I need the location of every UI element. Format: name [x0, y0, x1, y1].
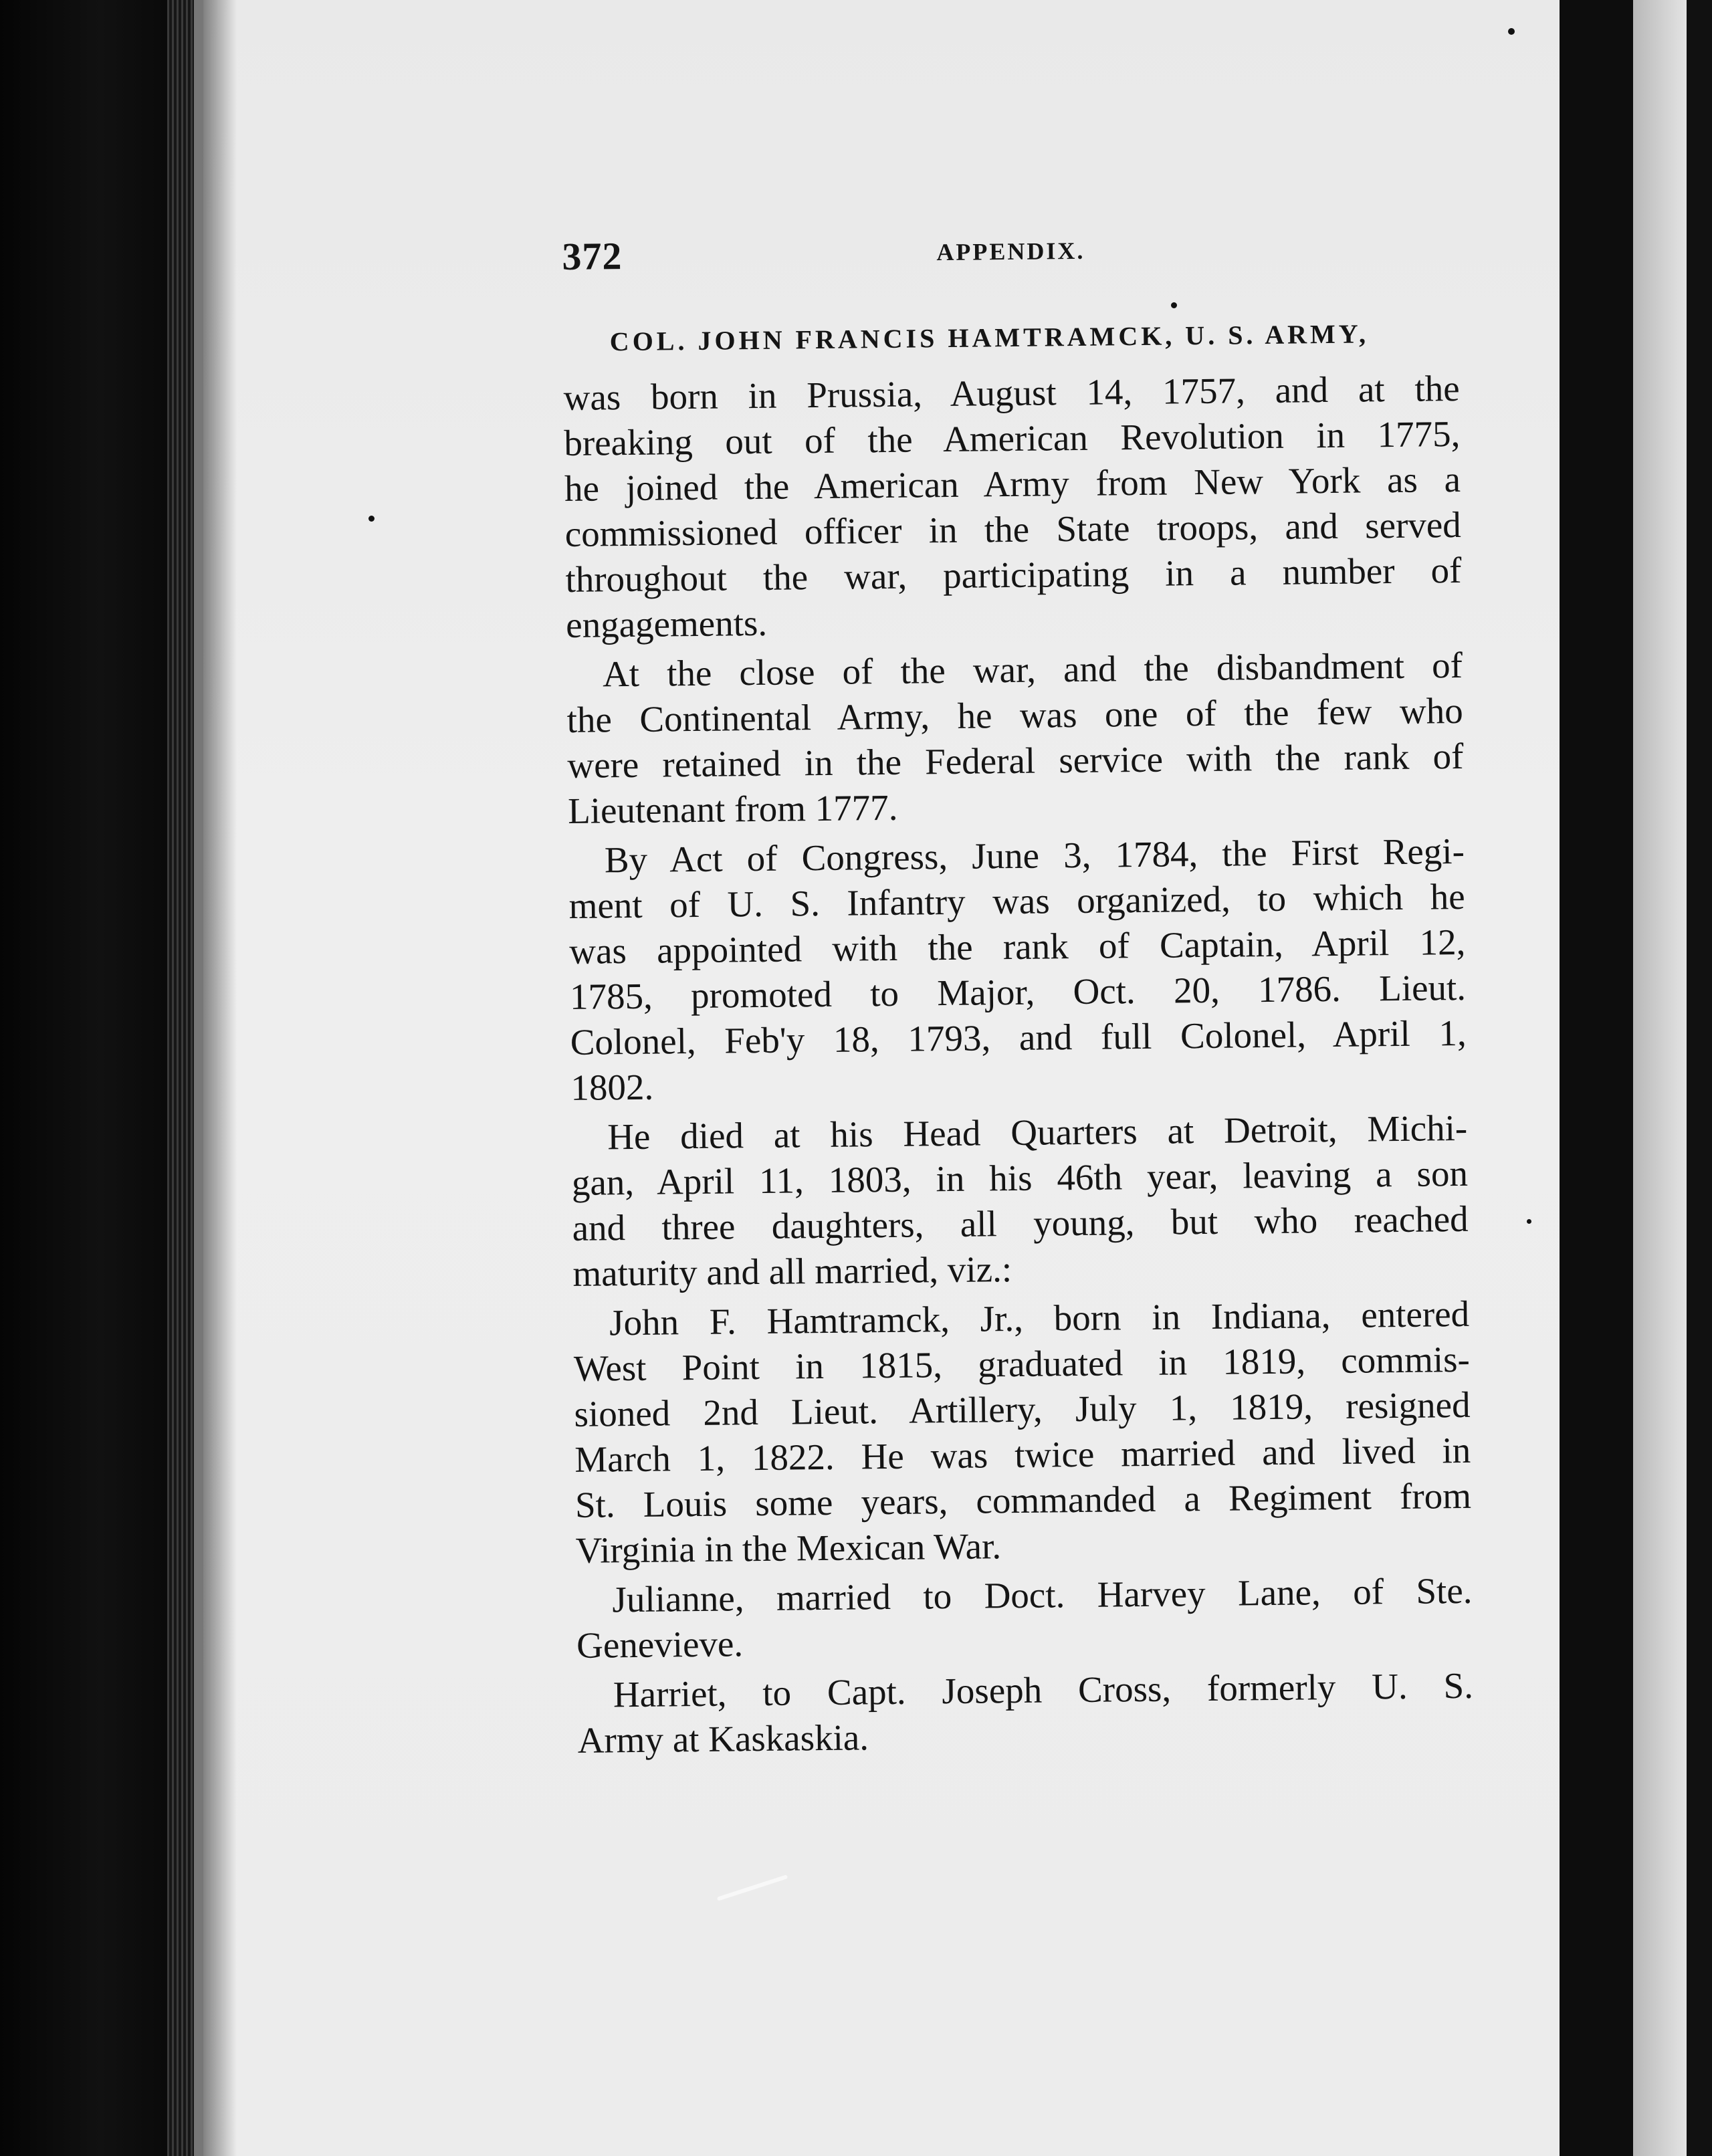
page-text-block	[562, 218, 1474, 1767]
paragraph-act-of-congress	[568, 829, 1467, 1111]
facing-page-edge	[1633, 0, 1687, 2156]
text-line: engagements.	[565, 602, 768, 645]
page-number: 372	[562, 234, 623, 278]
text-line: March 1, 1822. He was twice married and lived in	[574, 1429, 1471, 1480]
text-line: Virginia in the Mexican War.	[575, 1525, 1002, 1571]
paragraph-birth	[563, 366, 1462, 648]
text-line: was appointed with the rank of Captain, April 12,	[569, 921, 1466, 972]
text-line: maturity and all married, viz.:	[572, 1249, 1012, 1294]
text-line: He died at his Head Quarters at Detroit, Michi-	[607, 1107, 1468, 1158]
text-line: ment of U. S. Infantry was organized, to which he	[568, 875, 1465, 926]
text-line: Lieutenant from 1777.	[567, 786, 898, 831]
text-line: Julianne, married to Doct. Harvey Lane, of Ste.	[612, 1570, 1473, 1620]
text-line: commissioned officer in the State troops, and served	[564, 504, 1462, 554]
gutter-shadow	[203, 0, 237, 2156]
page-edge-highlight	[194, 0, 203, 2156]
ink-speck	[1527, 1219, 1531, 1224]
text-line: sioned 2nd Lieut. Artillery, July 1, 1819, resigned	[574, 1384, 1471, 1434]
text-line: 1785, promoted to Major, Oct. 20, 1786. Lieut.	[569, 966, 1467, 1017]
text-line: By Act of Congress, June 3, 1784, the First Regi-	[604, 830, 1465, 881]
running-head	[562, 218, 1459, 288]
page-edges-left	[167, 0, 194, 2156]
book-binding-left	[0, 0, 167, 2156]
text-line: was born in Prussia, August 14, 1757, and at the	[563, 367, 1460, 418]
scan-border-right	[1687, 0, 1712, 2156]
text-line: St. Louis some years, commanded a Regiment from	[574, 1475, 1472, 1525]
text-line: throughout the war, participating in a number of	[565, 549, 1462, 600]
text-line: Army at Kaskaskia.	[577, 1717, 869, 1761]
text-line: West Point in 1815, graduated in 1819, commis-	[573, 1338, 1471, 1389]
text-line: breaking out of the American Revolution in 1775,	[564, 413, 1461, 463]
ink-speck	[1508, 28, 1515, 35]
paragraph-son	[573, 1291, 1472, 1574]
text-line: gan, April 11, 1803, in his 46th year, leaving a son	[571, 1152, 1469, 1203]
text-line: he joined the American Army from New York as a	[564, 458, 1461, 509]
section-heading: COL. JOHN FRANCIS HAMTRAMCK, U. S. ARMY,	[609, 318, 1370, 357]
paragraph-death	[571, 1105, 1469, 1297]
scan-background-right	[1560, 0, 1633, 2156]
paragraph-julianne	[576, 1568, 1473, 1668]
text-line: the Continental Army, he was one of the few who	[566, 689, 1463, 740]
running-title: APPENDIX.	[936, 237, 1085, 266]
paragraph-close-of-war	[566, 643, 1465, 834]
text-line: Colonel, Feb'y 18, 1793, and full Colonel, April 1,	[570, 1012, 1467, 1063]
text-line: were retained in the Federal service with the rank of	[567, 735, 1464, 786]
ink-speck	[368, 516, 374, 522]
text-line: At the close of the war, and the disbandment of	[602, 644, 1463, 695]
paragraph-harriet	[577, 1663, 1474, 1763]
text-line: Harriet, to Capt. Joseph Cross, formerly U. S.	[613, 1664, 1474, 1715]
text-line: 1802.	[570, 1066, 654, 1108]
text-line: John F. Hamtramck, Jr., born in Indiana, entered	[609, 1293, 1470, 1343]
text-line: and three daughters, all young, but who reached	[572, 1198, 1469, 1249]
text-line: Genevieve.	[576, 1623, 744, 1666]
